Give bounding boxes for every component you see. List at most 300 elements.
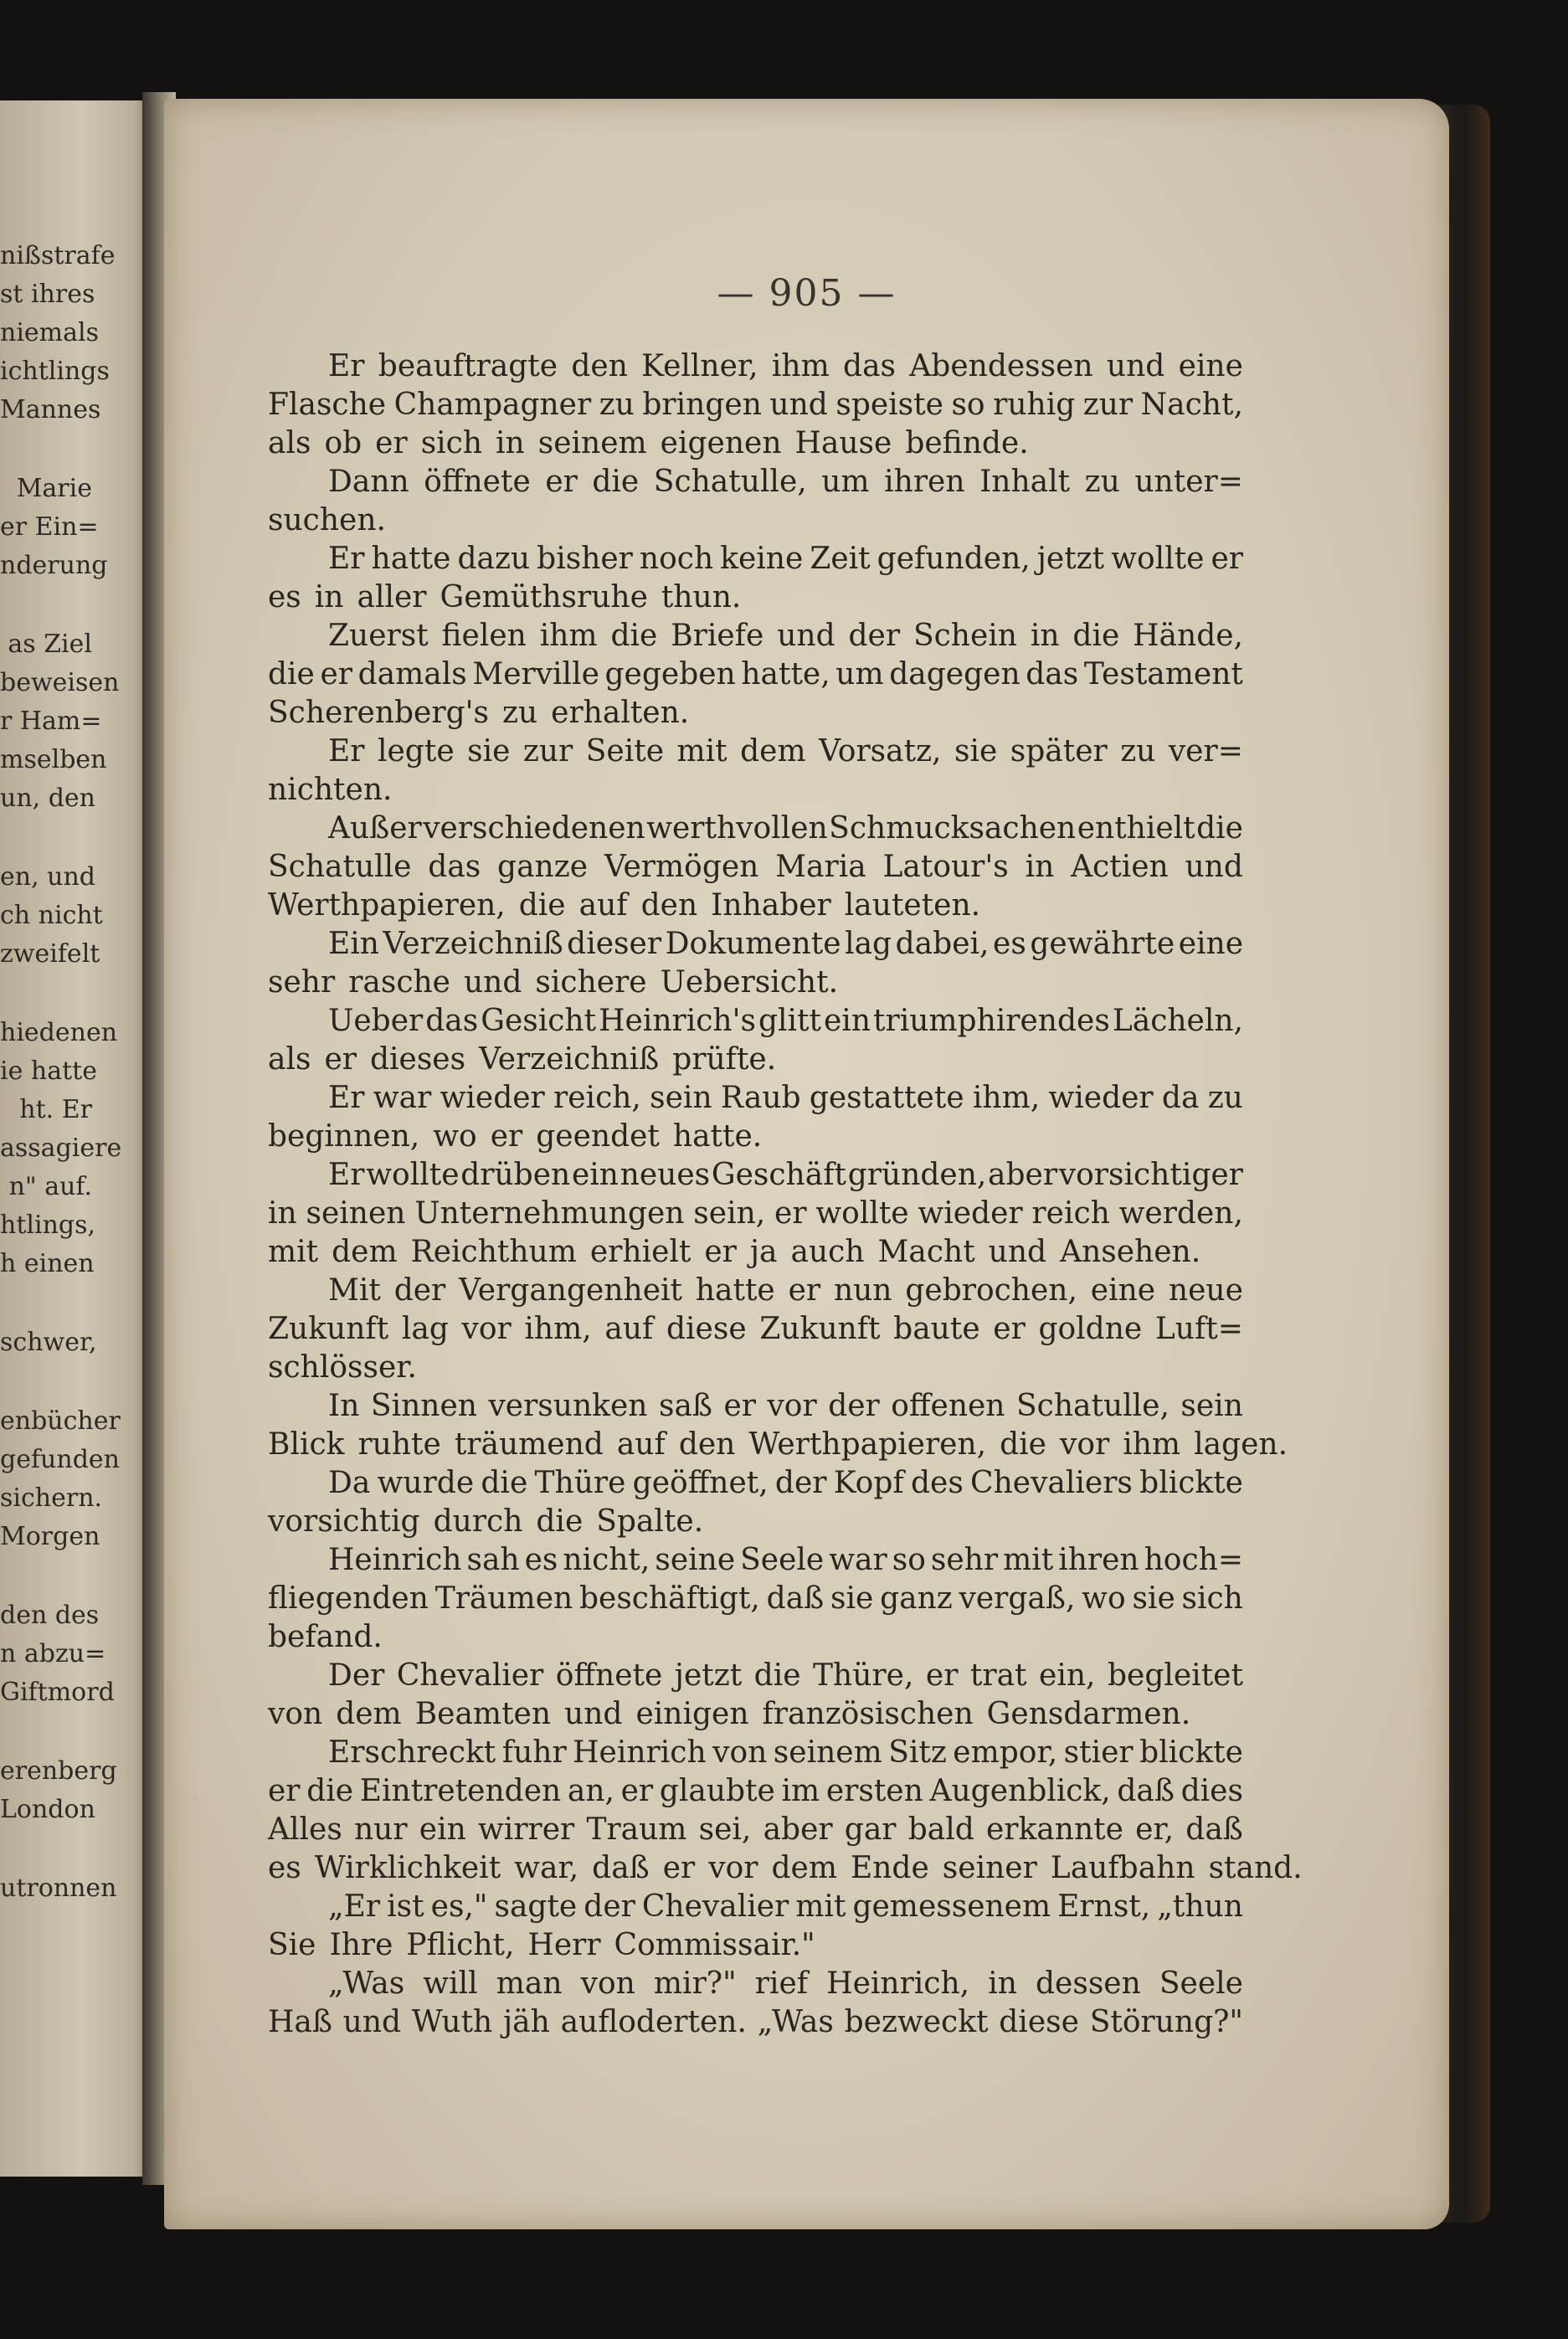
word: empor,	[953, 1735, 1058, 1770]
word: ihren	[1058, 1543, 1139, 1577]
text-line	[268, 424, 1243, 463]
word: die	[610, 619, 658, 653]
word: vergaß,	[959, 1581, 1076, 1616]
word: auf	[616, 1427, 666, 1462]
word: Actien	[1071, 850, 1169, 884]
word: wo	[1082, 1581, 1126, 1616]
word: Lächeln,	[1112, 1004, 1243, 1038]
word: dieser	[567, 927, 662, 961]
word: wollte	[1111, 542, 1205, 576]
word: hatte	[695, 1273, 775, 1308]
word: sehr	[268, 965, 336, 1000]
word: es	[993, 927, 1026, 961]
word: sehr	[930, 1543, 999, 1577]
text-line	[268, 1888, 1243, 1926]
word: und	[777, 619, 835, 653]
text-line	[268, 1156, 1243, 1195]
word: aber	[988, 1158, 1058, 1192]
word: gestattete	[809, 1081, 964, 1115]
word: in	[988, 1966, 1017, 2001]
word: dem	[336, 1697, 402, 1731]
word: Testament	[1083, 657, 1243, 691]
text-line	[268, 1965, 1243, 2003]
word: unter=	[1134, 465, 1243, 499]
word: und	[988, 1235, 1047, 1269]
word: Mit	[328, 1273, 381, 1308]
word: baute	[893, 1312, 980, 1346]
word: schlösser.	[268, 1350, 417, 1385]
word: Alles	[268, 1812, 342, 1847]
text-line	[268, 810, 1243, 848]
word: die	[518, 888, 566, 923]
word: Dokumente	[665, 927, 841, 961]
word: Ansehen.	[1060, 1235, 1201, 1269]
facing-page-text: Morgen	[0, 1522, 100, 1551]
word: diese	[666, 1312, 747, 1346]
word: von	[268, 1697, 323, 1731]
word: bald	[907, 1812, 974, 1847]
word: ja	[749, 1235, 778, 1269]
word: mit	[676, 734, 727, 769]
text-line	[268, 1310, 1243, 1349]
word: Verzeichniß	[383, 927, 563, 961]
word: von	[580, 1966, 635, 2001]
text-line	[268, 1580, 1243, 1618]
word: wieder	[918, 1196, 1023, 1231]
word: Thüre	[534, 1466, 626, 1500]
word: seinem	[773, 1735, 882, 1770]
word: eigenen	[660, 426, 782, 460]
word: jetzt	[674, 1658, 743, 1693]
word: Zuerst	[328, 619, 429, 653]
word: die	[753, 1658, 801, 1693]
word: gefunden,	[877, 542, 1031, 576]
facing-page-text: ht. Er	[19, 1095, 92, 1124]
word: beauftragte	[378, 349, 558, 383]
text-line	[268, 347, 1243, 386]
word: ihm	[771, 349, 830, 383]
text-line	[268, 1926, 1243, 1965]
word: daß	[1117, 1774, 1175, 1808]
word: damals	[357, 657, 467, 691]
word: Abendessen	[909, 349, 1093, 383]
word: Schatulle,	[1016, 1389, 1170, 1423]
word: fuhr	[501, 1735, 567, 1770]
facing-page-text: h einen	[0, 1249, 95, 1278]
word: wo	[433, 1119, 477, 1154]
word: lauteten.	[844, 888, 981, 923]
word: beginnen,	[268, 1119, 420, 1154]
word: neue	[1168, 1273, 1243, 1308]
text-line	[268, 848, 1243, 887]
word: dem	[740, 734, 806, 769]
word: Spalte.	[596, 1504, 704, 1539]
word: beschäftigt,	[578, 1581, 760, 1616]
word: ein	[824, 1004, 871, 1038]
word: gemessenem	[852, 1889, 1051, 1924]
word: trat	[969, 1658, 1027, 1693]
word: Verzeichniß	[479, 1042, 660, 1077]
word: des	[910, 1466, 964, 1500]
word: als	[268, 1042, 311, 1077]
word: er	[925, 1658, 959, 1693]
word: lag	[401, 1312, 449, 1346]
word: seinen	[306, 1196, 406, 1231]
word: befand.	[268, 1620, 383, 1654]
text-line	[268, 887, 1243, 925]
word: Störung?"	[1089, 2005, 1243, 2039]
word: hatte.	[672, 1119, 763, 1154]
word: daß	[766, 1581, 825, 1616]
facing-page-text: London	[0, 1795, 95, 1824]
word: lagen.	[1194, 1427, 1288, 1462]
word: er	[324, 1042, 357, 1077]
word: keine	[720, 542, 804, 576]
word: sich	[1181, 1581, 1243, 1616]
word: war	[373, 1081, 432, 1115]
word: er	[993, 1312, 1026, 1346]
word: es	[268, 580, 301, 614]
word: der	[774, 1466, 827, 1500]
word: gegeben	[604, 657, 736, 691]
word: jetzt	[1036, 542, 1105, 576]
word: der	[828, 1389, 880, 1423]
word: um	[821, 465, 870, 499]
word: blickte	[1139, 1466, 1243, 1500]
word: in	[1025, 850, 1055, 884]
word: sah	[466, 1543, 520, 1577]
word: es,"	[430, 1889, 488, 1924]
word: dazu	[457, 542, 531, 576]
word: Reichthum	[410, 1235, 577, 1269]
facing-page-text: Giftmord	[0, 1678, 115, 1707]
word: Nacht,	[1140, 388, 1243, 422]
word: mit	[1003, 1543, 1054, 1577]
word: bringen	[642, 388, 762, 422]
word: fielen	[441, 619, 527, 653]
word: und	[464, 965, 522, 1000]
word: gründen,	[847, 1158, 987, 1192]
page-text-block	[268, 347, 1303, 2042]
word: reich,	[553, 1081, 641, 1115]
word: sein	[1180, 1389, 1243, 1423]
word: drüben	[460, 1158, 571, 1192]
word: thun.	[661, 580, 742, 614]
word: öffnete	[424, 465, 531, 499]
word: Schmucksachen	[829, 811, 1077, 846]
word: glaubte	[659, 1774, 775, 1808]
word: Merville	[472, 657, 599, 691]
word: Träumen	[434, 1581, 573, 1616]
word: Raub	[720, 1081, 801, 1115]
word: als	[268, 426, 311, 460]
word: aufloderten.	[560, 2005, 747, 2039]
text-line	[268, 1657, 1243, 1695]
word: träumend	[454, 1427, 604, 1462]
text-line	[268, 463, 1243, 501]
word: Chevalier	[396, 1658, 544, 1693]
text-line	[268, 1387, 1243, 1426]
word: Sitz	[888, 1735, 947, 1770]
facing-page-text: htlings,	[0, 1211, 96, 1240]
word: die	[536, 1504, 584, 1539]
facing-page-text: r Ham=	[0, 707, 102, 736]
word: vorsichtig	[268, 1504, 420, 1539]
text-line	[268, 733, 1243, 771]
word: goldne	[1038, 1312, 1143, 1346]
word: Sie	[268, 1928, 316, 1962]
facing-page-text: den des	[0, 1601, 100, 1630]
word: eine	[1090, 1273, 1156, 1308]
word: Seite	[585, 734, 665, 769]
word: zur	[1082, 388, 1134, 422]
word: das	[843, 349, 897, 383]
word: er	[375, 426, 408, 460]
word: ihren	[884, 465, 965, 499]
word: Latour's	[882, 850, 1009, 884]
word: ganz	[880, 1581, 953, 1616]
text-line	[268, 655, 1243, 694]
facing-page-text: er Ein=	[0, 512, 99, 542]
text-line	[268, 1503, 1243, 1541]
word: die	[481, 1466, 528, 1500]
word: um	[835, 657, 884, 691]
word: man	[496, 1966, 563, 2001]
word: zu	[1084, 465, 1120, 499]
word: Flasche	[268, 388, 387, 422]
word: seinem	[537, 426, 647, 460]
word: wurde	[377, 1466, 475, 1500]
word: Heinrich,	[826, 1966, 970, 2001]
facing-page-text: en, und	[0, 862, 95, 892]
word: ruhig	[993, 388, 1076, 422]
word: sei,	[698, 1812, 752, 1847]
word: daß	[1185, 1812, 1243, 1847]
word: das	[1026, 657, 1079, 691]
word: triumphirendes	[873, 1004, 1110, 1038]
word: Werthpapieren,	[748, 1427, 987, 1462]
facing-page-text: utronnen	[0, 1874, 117, 1903]
word: und	[1106, 349, 1165, 383]
word: „Er	[328, 1889, 381, 1924]
word: sie	[830, 1581, 874, 1616]
word: war	[829, 1543, 887, 1577]
word: enthielt	[1077, 811, 1195, 846]
word: wieder	[1048, 1081, 1154, 1115]
text-line	[268, 2003, 1243, 2042]
word: Luft=	[1154, 1312, 1243, 1346]
text-line	[268, 1618, 1243, 1657]
facing-page-text: nderung	[0, 551, 108, 580]
word: dieses	[369, 1042, 466, 1077]
word: Schein	[913, 619, 1017, 653]
word: Haß	[268, 2005, 332, 2039]
word: auf	[604, 1312, 654, 1346]
word: wirrer	[477, 1812, 575, 1847]
word: hatte,	[741, 657, 830, 691]
word: er	[320, 657, 352, 691]
word: war,	[514, 1851, 579, 1885]
word: ihm	[539, 619, 598, 653]
text-line	[268, 771, 1243, 810]
word: er	[620, 1774, 654, 1808]
word: Scherenberg's	[268, 696, 489, 730]
text-line	[268, 1041, 1243, 1079]
word: Champagner	[393, 388, 592, 422]
word: ist	[387, 1889, 424, 1924]
word: er	[662, 1851, 696, 1885]
word: vor	[767, 1389, 817, 1423]
word: erhielt	[589, 1235, 691, 1269]
word: erhalten.	[551, 696, 690, 730]
text-line	[268, 1118, 1243, 1156]
word: Er	[328, 734, 365, 769]
word: Inhaber	[711, 888, 831, 923]
word: Da	[328, 1466, 371, 1500]
word: französischen	[762, 1697, 974, 1731]
word: Inhalt	[979, 465, 1071, 499]
word: an,	[567, 1774, 614, 1808]
word: die	[306, 1774, 354, 1808]
word: sein,	[693, 1196, 766, 1231]
word: aller	[357, 580, 427, 614]
word: Hause	[794, 426, 892, 460]
word: später	[1010, 734, 1108, 769]
word: einigen	[635, 1697, 749, 1731]
word: geöffnet,	[632, 1466, 769, 1500]
word: so	[951, 388, 985, 422]
word: Zukunft	[759, 1312, 881, 1346]
text-line	[268, 1734, 1243, 1772]
word: Er	[328, 1158, 365, 1192]
word: Sinnen	[370, 1389, 477, 1423]
word: Ein	[328, 927, 379, 961]
facing-page-text: assagiere	[0, 1134, 122, 1163]
text-line	[268, 1426, 1288, 1464]
facing-page-text: schwer,	[0, 1328, 97, 1357]
word: begleitet	[1107, 1658, 1243, 1693]
word: er	[788, 1273, 821, 1308]
word: saß	[658, 1389, 712, 1423]
word: will	[423, 1966, 478, 2001]
word: Traum	[586, 1812, 687, 1847]
facing-page-text: ie hatte	[0, 1056, 97, 1086]
word: die	[268, 657, 315, 691]
word: Schatulle,	[653, 465, 807, 499]
word: aber	[763, 1812, 833, 1847]
word: wieder	[440, 1081, 545, 1115]
word: Unternehmungen	[414, 1196, 685, 1231]
word: glitt	[758, 1004, 821, 1038]
facing-page-text: as Ziel	[8, 630, 92, 659]
word: neues	[619, 1158, 711, 1192]
word: Er	[328, 1081, 365, 1115]
text-line	[268, 1811, 1243, 1849]
word: Ernst,	[1057, 1889, 1151, 1924]
word: Briefe	[671, 619, 764, 653]
word: durch	[433, 1504, 523, 1539]
text-line	[268, 1695, 1243, 1734]
text-line	[268, 1772, 1243, 1811]
word: Chevalier	[641, 1889, 789, 1924]
word: Commissair."	[614, 1928, 815, 1962]
word: ob	[324, 426, 362, 460]
word: Laufbahn	[1050, 1851, 1195, 1885]
word: Vermögen	[604, 850, 759, 884]
facing-page-text: Marie	[16, 474, 92, 503]
word: rasche	[348, 965, 450, 1000]
word: ihm	[1123, 1427, 1181, 1462]
word: Er	[328, 349, 365, 383]
word: den	[571, 349, 628, 383]
facing-page-text: ch nicht	[0, 901, 103, 930]
word: stier	[1063, 1735, 1134, 1770]
word: auch	[790, 1235, 865, 1269]
word: Außer	[328, 811, 422, 846]
word: lag	[845, 927, 892, 961]
word: Er	[328, 542, 365, 576]
word: ihm,	[972, 1081, 1041, 1115]
facing-page-text: enbücher	[0, 1406, 121, 1436]
word: gebrochen,	[905, 1273, 1077, 1308]
word: Geschäft	[711, 1158, 846, 1192]
text-line	[268, 578, 1243, 617]
word: auf	[578, 888, 628, 923]
word: Ihre	[329, 1928, 393, 1962]
word: nicht,	[563, 1543, 650, 1577]
word: dagegen	[889, 657, 1020, 691]
text-line	[268, 694, 1243, 733]
word: vor	[708, 1851, 758, 1885]
word: bisher	[537, 542, 633, 576]
word: ihm,	[524, 1312, 592, 1346]
word: öffnete	[555, 1658, 663, 1693]
word: daß	[592, 1851, 650, 1885]
word: und	[342, 2005, 402, 2039]
word: Beamten	[414, 1697, 552, 1731]
word: er,	[1135, 1812, 1175, 1847]
word: in	[496, 426, 525, 460]
word: nur	[354, 1812, 408, 1847]
word: blickte	[1139, 1735, 1243, 1770]
word: Seele	[1159, 1966, 1243, 2001]
facing-page-text: un, den	[0, 784, 95, 813]
text-line	[268, 617, 1243, 655]
word: sich	[420, 426, 483, 460]
word: jäh	[503, 2005, 550, 2039]
word: ein,	[1039, 1658, 1096, 1693]
text-line	[268, 1272, 1243, 1310]
word: das	[428, 850, 481, 884]
word: er	[723, 1389, 756, 1423]
facing-page-text: nißstrafe	[0, 241, 116, 270]
word: dessen	[1036, 1966, 1141, 2001]
word: In	[328, 1389, 360, 1423]
word: eine	[1178, 927, 1243, 961]
word: er	[268, 1774, 301, 1808]
word: legte	[377, 734, 455, 769]
text-line	[268, 925, 1243, 964]
word: Gemüthsruhe	[440, 580, 648, 614]
word: sie	[954, 734, 998, 769]
word: ersten	[825, 1774, 923, 1808]
word: wollte	[366, 1158, 460, 1192]
word: und	[769, 388, 828, 422]
word: ver=	[1168, 734, 1243, 769]
word: nun	[833, 1273, 892, 1308]
word: die	[1196, 811, 1243, 846]
word: ruhte	[357, 1427, 441, 1462]
